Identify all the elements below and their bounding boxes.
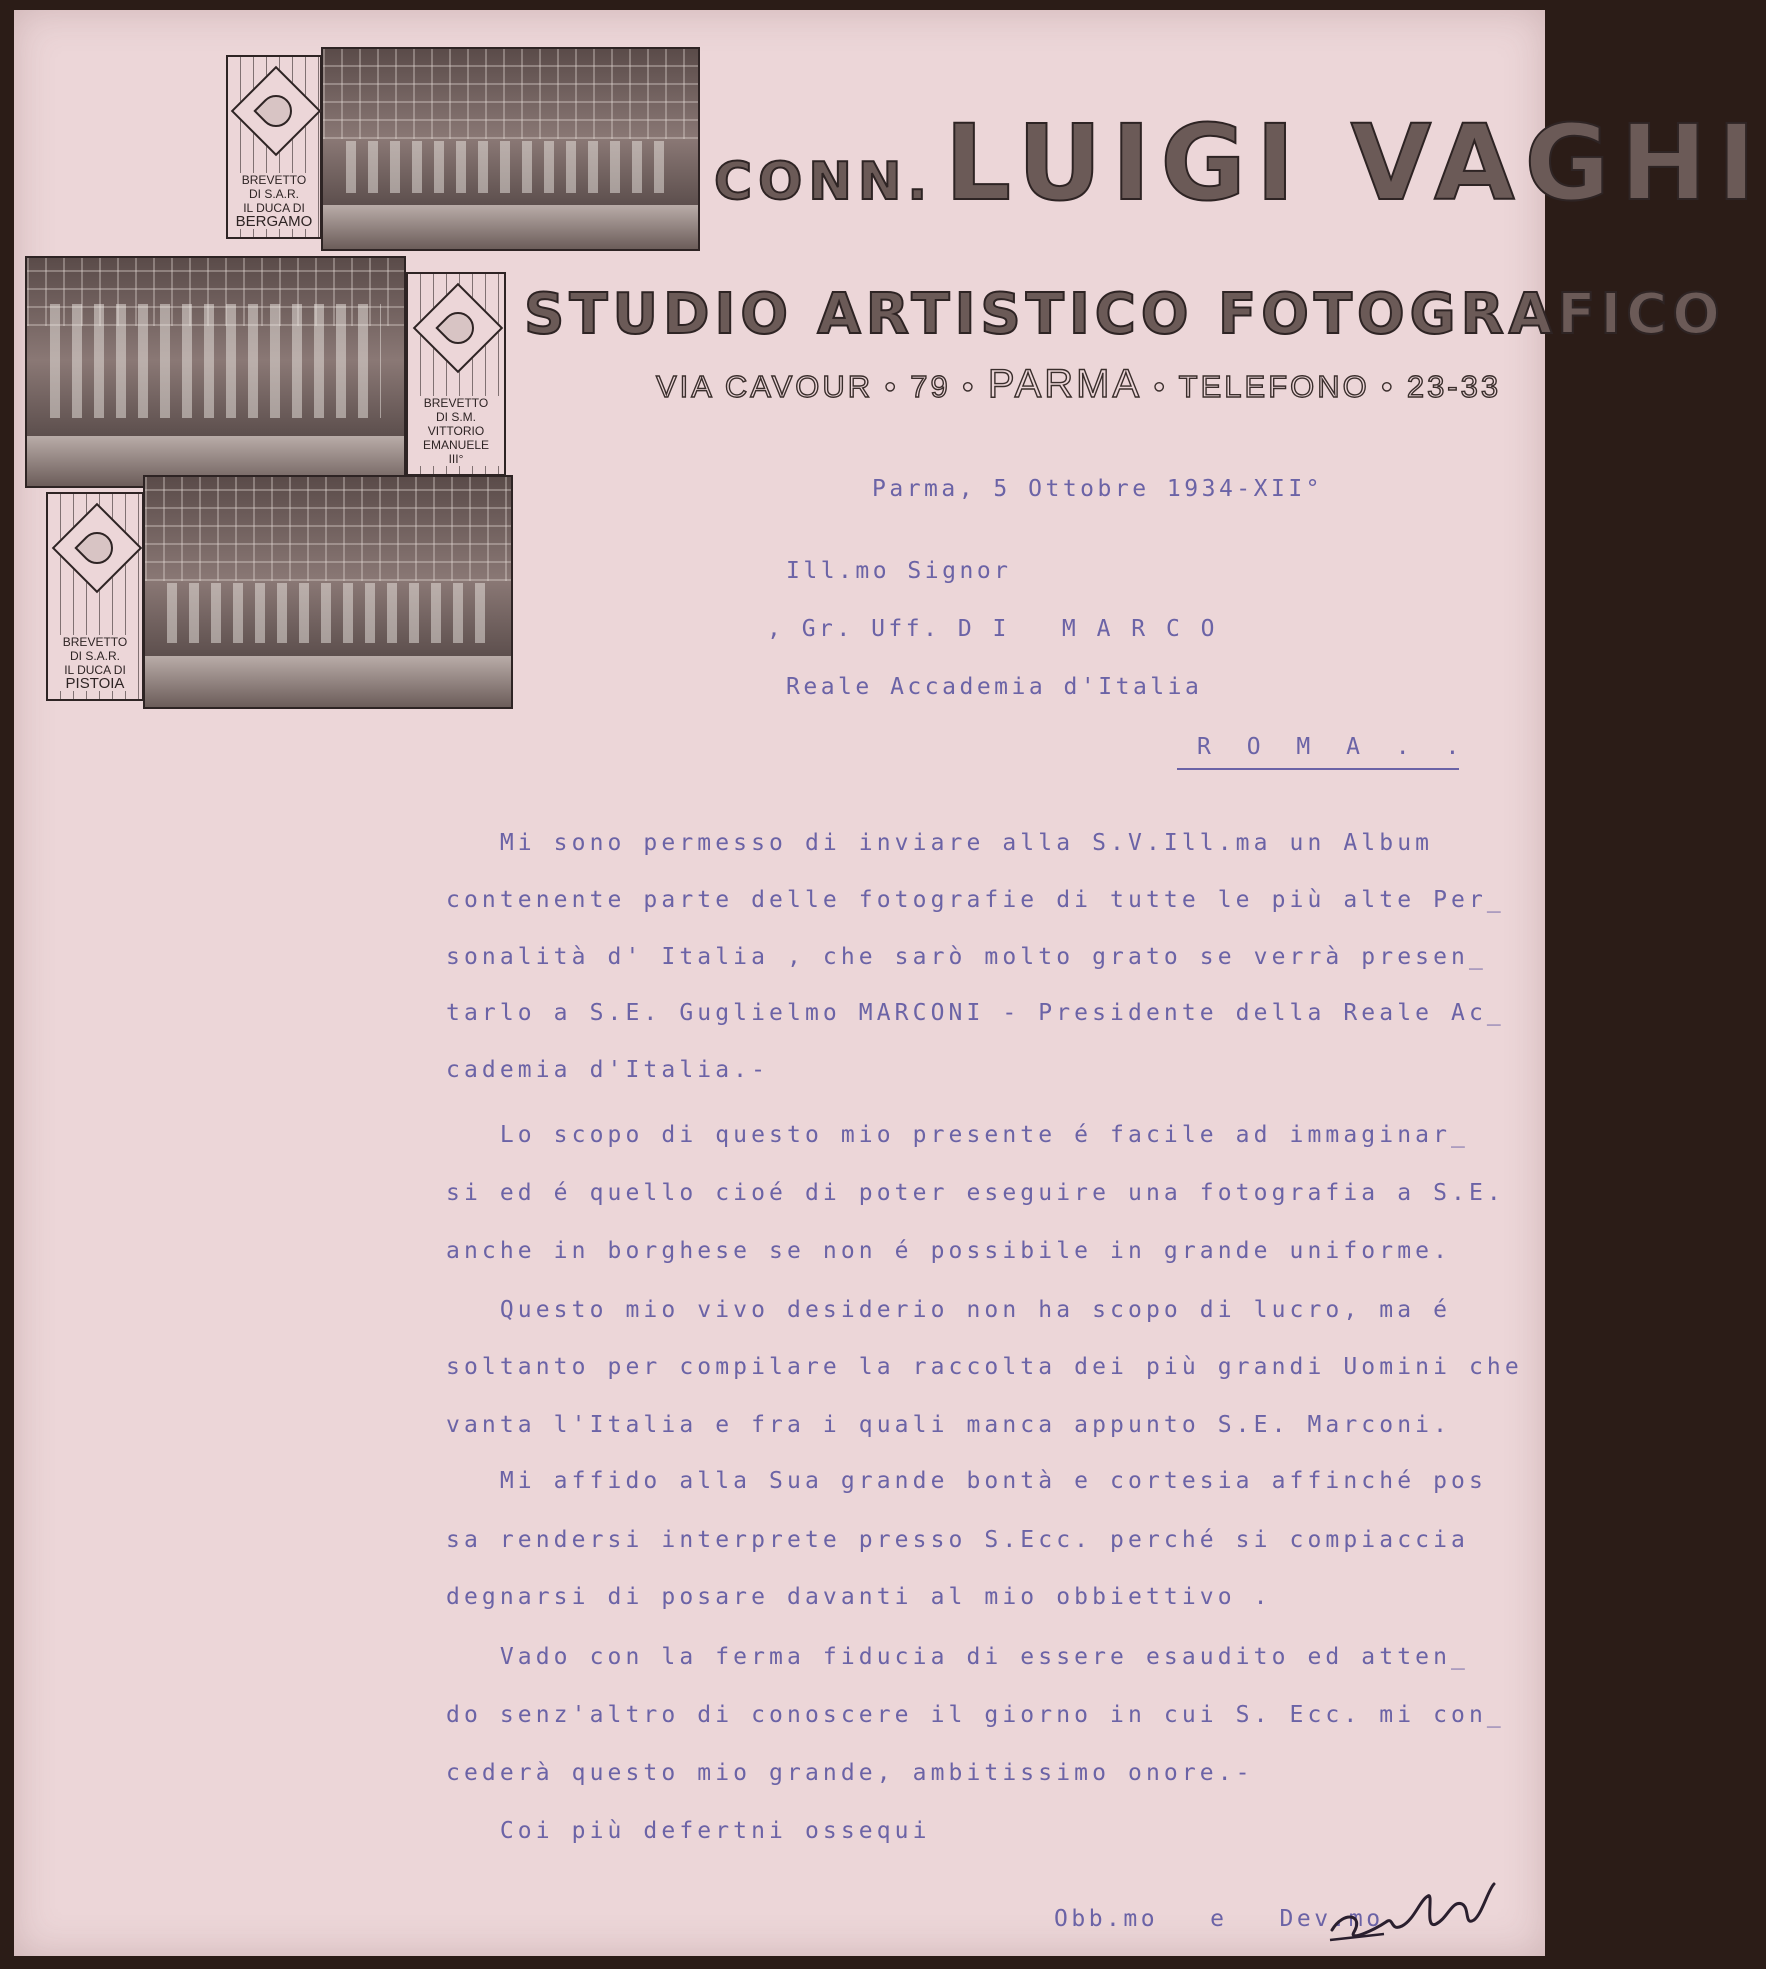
crest-bergamo: BREVETTO DI S.A.R. IL DUCA DI BERGAMO xyxy=(226,55,322,239)
body-line: tarlo a S.E. Guglielmo MARCONI - Presidente della Reale Ac_ xyxy=(446,1000,1505,1026)
coat-of-arms-icon xyxy=(52,503,143,594)
studio-photo-top xyxy=(321,47,700,251)
crest-vittorio-emanuele: BREVETTO DI S.M. VITTORIO EMANUELE III° xyxy=(406,272,506,476)
body-line: soltanto per compilare la raccolta dei più grandi Uomini che xyxy=(446,1354,1523,1380)
body-line: Mi affido alla Sua grande bontà e cortesia affinché pos xyxy=(446,1468,1487,1494)
body-line: sa rendersi interprete presso S.Ecc. perché si compiaccia xyxy=(446,1527,1469,1553)
body-line: cederà questo mio grande, ambitissimo onore.- xyxy=(446,1760,1254,1786)
studio-photo-bottom xyxy=(143,475,513,709)
body-line: degnarsi di posare davanti al mio obbiettivo . xyxy=(446,1584,1272,1610)
studio-photo-middle xyxy=(25,256,406,488)
letter-date: Parma, 5 Ottobre 1934-XII° xyxy=(872,476,1324,502)
coat-of-arms-icon xyxy=(231,66,322,157)
body-line: Lo scopo di questo mio presente é facile ad immaginar_ xyxy=(446,1122,1469,1148)
recipient-institution: Reale Accademia d'Italia xyxy=(786,674,1203,700)
studio-name: STUDIO ARTISTICO FOTOGRAFICO xyxy=(524,282,1725,347)
body-line: vanta l'Italia e fra i quali manca appunto S.E. Marconi. xyxy=(446,1412,1452,1438)
crest-place: III° xyxy=(448,452,464,466)
crest-pistoia: BREVETTO DI S.A.R. IL DUCA DI PISTOIA xyxy=(46,492,144,701)
title-prefix: CONN. xyxy=(714,152,934,212)
salutation: Ill.mo Signor xyxy=(786,558,1012,584)
title-name: LUIGI VAGHI xyxy=(944,102,1766,224)
crest-place: PISTOIA xyxy=(65,675,125,692)
signature xyxy=(1324,1870,1504,1950)
coat-of-arms-icon xyxy=(413,283,504,374)
recipient-name: , Gr. Uff. D I M A R C O xyxy=(767,616,1219,642)
closing: Obb.mo e Dev.mo xyxy=(1054,1906,1384,1932)
body-line: anche in borghese se non é possibile in grande uniforme. xyxy=(446,1238,1452,1264)
body-line: do senz'altro di conoscere il giorno in cui S. Ecc. mi con_ xyxy=(446,1702,1505,1728)
recipient-city: R O M A . . xyxy=(1197,734,1471,760)
body-line: Vado con la ferma fiducia di essere esaudito ed atten_ xyxy=(446,1644,1469,1670)
crest-place: BERGAMO xyxy=(235,213,313,230)
city-underline xyxy=(1177,768,1459,770)
studio-address: VIA CAVOUR • 79 • PARMA • TELEFONO • 23-33 xyxy=(656,362,1502,406)
body-line: sonalità d' Italia , che sarò molto grato se verrà presen_ xyxy=(446,944,1487,970)
body-line: Coi più defertni ossequi xyxy=(446,1818,931,1844)
body-line: contenente parte delle fotografie di tutte le più alte Per_ xyxy=(446,887,1505,913)
body-line: Mi sono permesso di inviare alla S.V.Ill.ma un Album xyxy=(446,830,1434,856)
letter-sheet xyxy=(14,10,1766,1956)
body-line: si ed é quello cioé di poter eseguire una fotografia a S.E. xyxy=(446,1180,1505,1206)
letterhead-title xyxy=(714,102,1766,224)
body-line: Questo mio vivo desiderio non ha scopo di lucro, ma é xyxy=(446,1297,1452,1323)
body-line: cademia d'Italia.- xyxy=(446,1057,770,1083)
